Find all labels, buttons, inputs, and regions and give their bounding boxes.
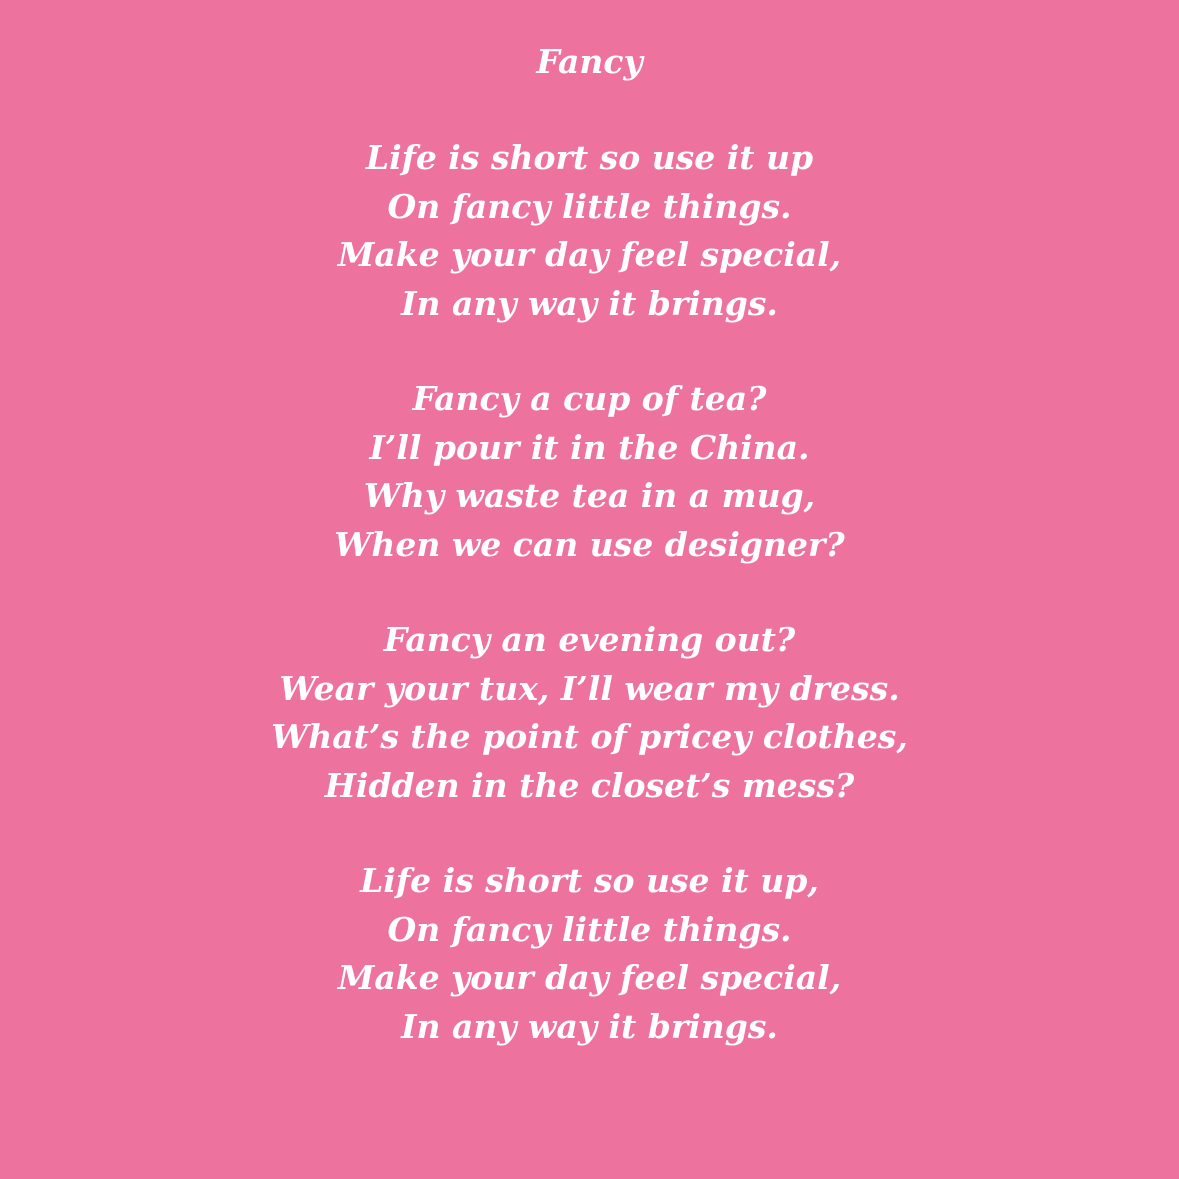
poem-line: Hidden in the closet’s mess?	[324, 765, 855, 805]
poem-line: What’s the point of pricey clothes,	[271, 717, 908, 756]
poem-line: Why waste tea in a mug,	[363, 476, 816, 515]
poem-line: Life is short so use it up,	[360, 861, 819, 900]
poem-line: I’ll pour it in the China.	[369, 427, 810, 467]
poem-line: Make your day feel special,	[337, 958, 842, 997]
poem-line: Make your day feel special,	[337, 235, 842, 274]
stanza-4	[0, 857, 1179, 1051]
poem-line: Fancy a cup of tea?	[412, 379, 767, 418]
poem-line: On fancy little things.	[387, 909, 792, 949]
stanza-1	[0, 134, 1179, 328]
poem-line: When we can use designer?	[334, 524, 845, 564]
poem-line: Fancy an evening out?	[383, 620, 796, 659]
poem-line: In any way it brings.	[401, 283, 778, 323]
stanza-2	[0, 375, 1179, 569]
poem-line: In any way it brings.	[401, 1006, 778, 1046]
poem-line: Life is short so use it up	[365, 138, 814, 177]
poem-line: Wear your tux, I’ll wear my dress.	[279, 668, 900, 708]
stanza-3	[0, 616, 1179, 810]
poem-title: Fancy	[536, 42, 643, 81]
poem-line: On fancy little things.	[387, 186, 792, 226]
